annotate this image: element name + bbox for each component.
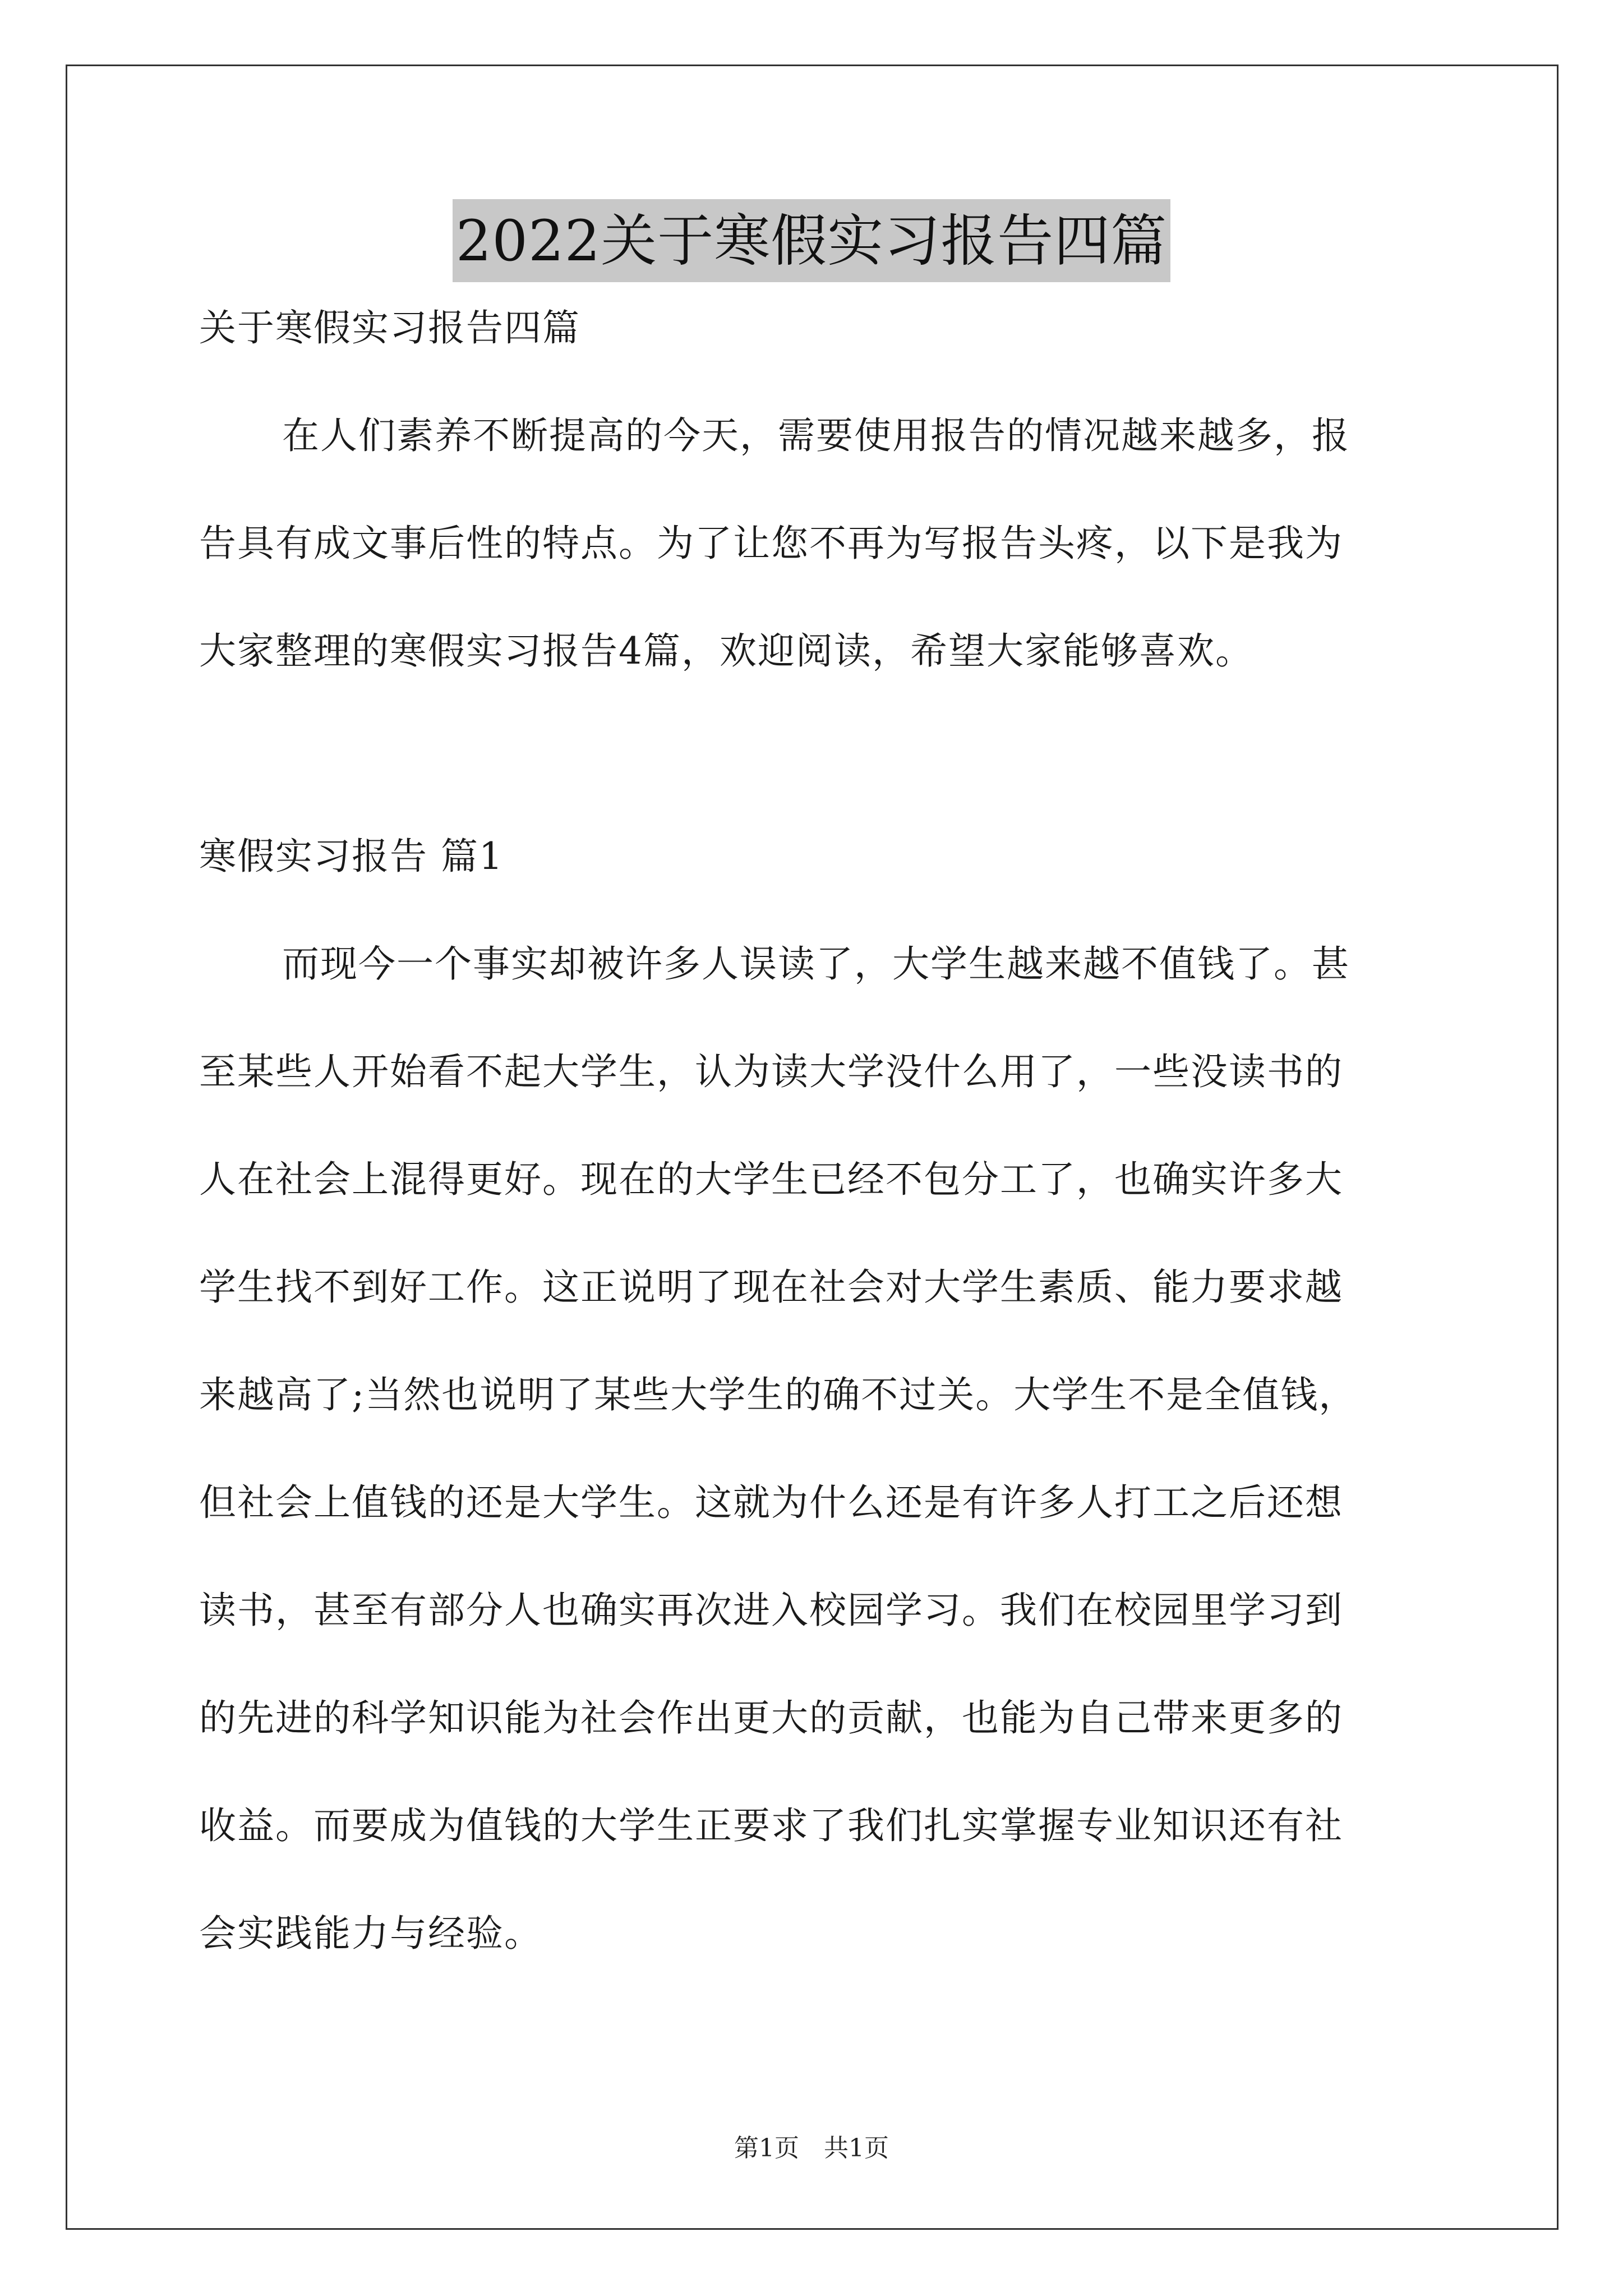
paragraph-line: 告具有成文事后性的特点。为了让您不再为写报告头疼，以下是我为: [199, 522, 1343, 565]
title-container: [0, 199, 1623, 282]
paragraph-line: 在人们素养不断提高的今天，需要使用报告的情况越来越多，报: [282, 414, 1350, 457]
paragraph-line: 来越高了;当然也说明了某些大学生的确不过关。大学生不是全值钱，: [199, 1373, 1357, 1416]
section-heading: 寒假实习报告 篇1: [199, 835, 504, 878]
document-subtitle: 关于寒假实习报告四篇: [199, 306, 580, 349]
document-body: [199, 306, 1438, 1956]
intro-paragraph: [199, 413, 1438, 674]
paragraph-line: 但社会上值钱的还是大学生。这就为什么还是有许多人打工之后还想: [199, 1481, 1343, 1524]
spacer: [199, 674, 1438, 834]
paragraph-line: 学生找不到好工作。这正说明了现在社会对大学生素质、能力要求越: [199, 1266, 1343, 1309]
paragraph-line: 读书，甚至有部分人也确实再次进入校园学习。我们在校园里学习到: [199, 1589, 1343, 1632]
document-title: 2022关于寒假实习报告四篇: [453, 199, 1171, 282]
paragraph-line: 而现今一个事实却被许多人误读了，大学生越来越不值钱了。甚: [282, 942, 1350, 986]
page-footer: [0, 2132, 1623, 2165]
paragraph-line: 至某些人开始看不起大学生，认为读大学没什么用了，一些没读书的: [199, 1050, 1343, 1093]
paragraph-line: 会实践能力与经验。: [199, 1912, 542, 1955]
page-number-current: 第1页: [734, 2134, 799, 2162]
paragraph-line: 大家整理的寒假实习报告4篇，欢迎阅读，希望大家能够喜欢。: [199, 629, 1253, 673]
paragraph-line: 的先进的科学知识能为社会作出更大的贡献，也能为自己带来更多的: [199, 1696, 1343, 1740]
paragraph-line: 人在社会上混得更好。现在的大学生已经不包分工了，也确实许多大: [199, 1158, 1343, 1201]
section1-paragraph: [199, 942, 1438, 1956]
paragraph-line: 收益。而要成为值钱的大学生正要求了我们扎实掌握专业知识还有社: [199, 1804, 1343, 1847]
page-number-total: 共1页: [824, 2134, 889, 2162]
